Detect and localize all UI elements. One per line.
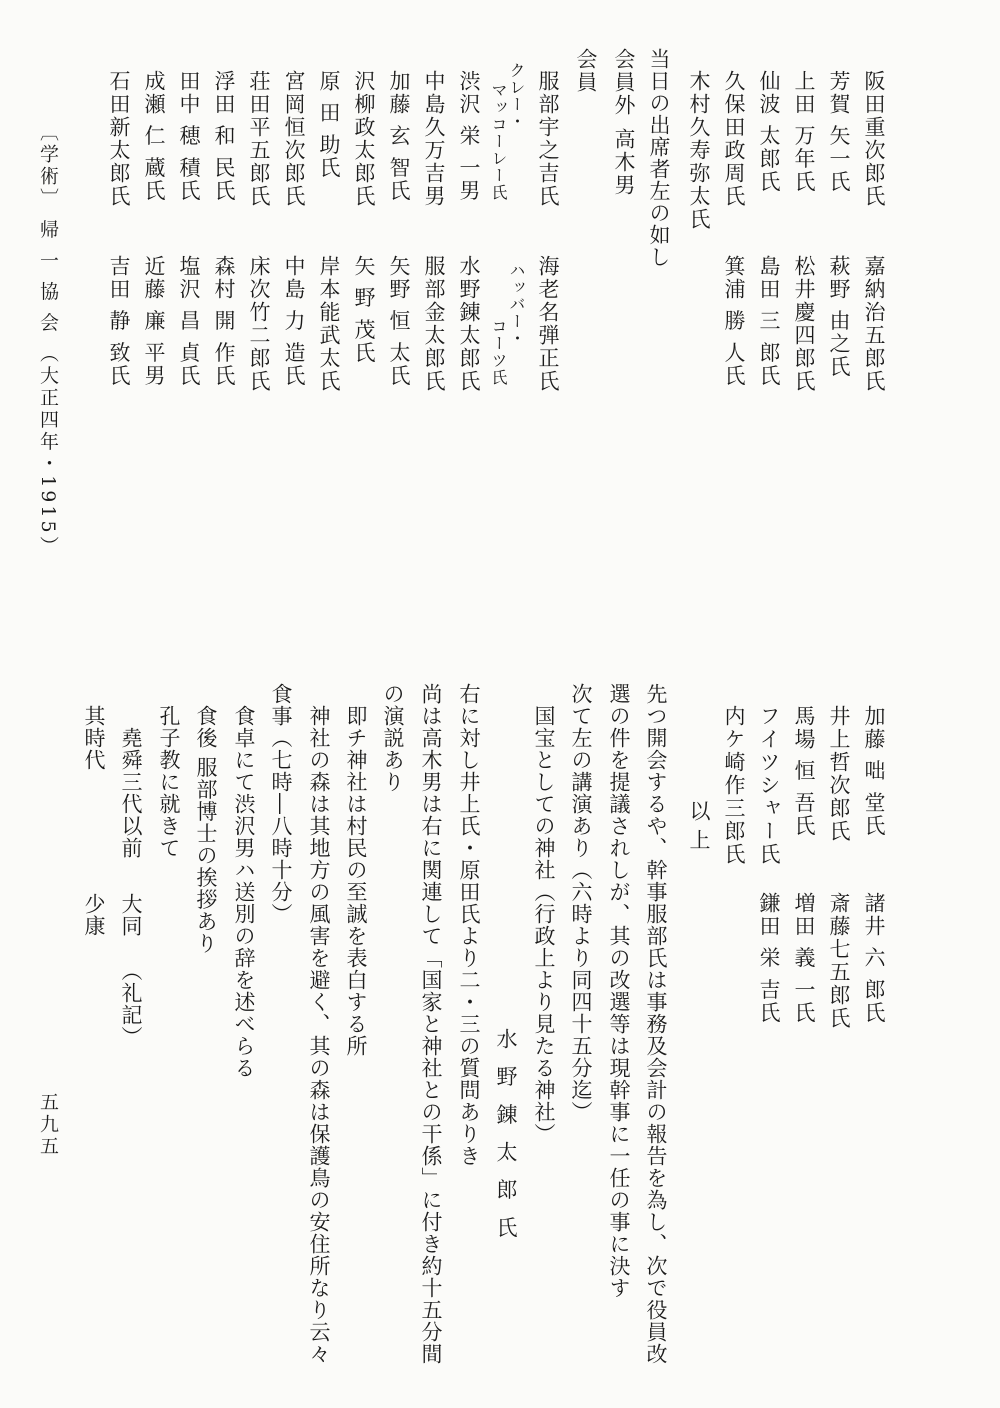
upper-col-10a: 服部宇之吉氏 — [536, 70, 560, 208]
lower-col-19: 孔子教に就きて — [157, 705, 181, 859]
upper-col-16b: 岸本能武太氏 — [317, 255, 341, 393]
lower-col-9: 次て左の講演あり（六時より同四十五分迄） — [569, 683, 593, 1123]
upper-col-21a: 成瀬 仁 蔵氏 — [142, 70, 166, 203]
upper-col-19b: 森村 開 作氏 — [212, 255, 236, 388]
upper-col-11b2: コーツ氏 — [489, 318, 508, 386]
upper-col-8a: 会員外 — [612, 48, 636, 117]
upper-col-14b: 矢野 恒 太氏 — [387, 255, 411, 388]
lower-col-15: 神社の森は其地方の風害を避く、其の森は保護鳥の安住所なり云々 — [307, 705, 331, 1365]
lower-col-4a: フイツシャー氏 — [757, 705, 781, 866]
upper-col-16a: 原 田 助氏 — [317, 70, 341, 180]
upper-col-8b: 高木男 — [612, 128, 636, 197]
lower-col-3b: 増田 義 一氏 — [792, 892, 816, 1025]
upper-col-12b: 水野錬太郎氏 — [457, 255, 481, 393]
upper-col-18b: 床次竹二郎氏 — [247, 255, 271, 393]
upper-col-18a: 荘田平五郎氏 — [247, 70, 271, 208]
lower-col-17: 食卓にて渋沢男ハ送別の辞を述べらる — [232, 705, 256, 1079]
upper-col-5a: 久保田政周氏 — [722, 70, 746, 208]
lower-col-1b: 諸井 六 郎氏 — [862, 892, 886, 1025]
lower-col-11: 右に対し井上氏・原田氏より二・三の質問ありき — [457, 683, 481, 1167]
lower-col-2a: 井上哲次郎氏 — [827, 705, 851, 843]
lower-col-20b: 大同 — [119, 893, 143, 937]
upper-col-15b: 矢 野 茂氏 — [352, 255, 376, 365]
upper-col-11a2: マッコーレー氏 — [489, 82, 508, 201]
running-header: 〔学術〕 帰 一 協 会 （大正四年・1915） — [37, 122, 59, 558]
upper-col-4a: 仙波 太郎氏 — [757, 70, 781, 194]
lower-col-18: 食後 服部博士の挨拶あり — [194, 705, 218, 955]
upper-col-21b: 近藤 廉 平男 — [142, 255, 166, 388]
lower-col-1a: 加藤 咄 堂氏 — [862, 705, 886, 838]
upper-col-13a: 中島久万吉男 — [422, 70, 446, 208]
upper-col-10b: 海老名弾正氏 — [536, 255, 560, 393]
upper-col-6a: 木村久寿弥太氏 — [687, 70, 711, 231]
upper-col-11b1: ハッバー・ — [507, 262, 526, 347]
upper-col-14a: 加藤 玄 智氏 — [387, 70, 411, 203]
lower-col-4b: 鎌田 栄 吉氏 — [757, 892, 781, 1025]
lower-col-10b: 水 野 錬 太 郎 氏 — [494, 1028, 518, 1243]
lower-col-13: の演説あり — [381, 683, 405, 793]
upper-col-17a: 宮岡恒次郎氏 — [282, 70, 306, 208]
upper-col-1a: 阪田重次郎氏 — [862, 70, 886, 208]
upper-col-11a1: クレー・ — [507, 62, 526, 130]
upper-col-22b: 吉田 静 致氏 — [107, 255, 131, 388]
upper-col-9: 会員 — [574, 48, 598, 94]
upper-col-22a: 石田新太郎氏 — [107, 70, 131, 208]
lower-col-20c: （礼記） — [119, 960, 143, 1048]
upper-col-1b: 嘉納治五郎氏 — [862, 255, 886, 393]
lower-col-6: 以上 — [687, 800, 711, 858]
lower-col-21a: 其時代 — [82, 705, 106, 771]
lower-col-14: 即チ神社は村民の至誠を表白する所 — [344, 705, 368, 1057]
lower-col-12: 尚は高木男は右に関連して「国家と神社との干係」に付き約十五分間 — [419, 683, 443, 1365]
upper-col-20b: 塩沢 昌 貞氏 — [177, 255, 201, 388]
upper-col-3b: 松井慶四郎氏 — [792, 255, 816, 393]
upper-col-15a: 沢柳政太郎氏 — [352, 70, 376, 208]
lower-col-7: 先つ開会するや、幹事服部氏は事務及会計の報告を為し、次で役員改 — [644, 683, 668, 1365]
lower-col-3a: 馬場 恒 吾氏 — [792, 705, 816, 838]
upper-col-17b: 中島 力 造氏 — [282, 255, 306, 388]
upper-col-2b: 萩野 由之氏 — [827, 255, 851, 379]
upper-col-3a: 上田 万年氏 — [792, 70, 816, 194]
lower-col-21b: 少康 — [82, 893, 106, 937]
lower-col-2b: 斎藤七五郎氏 — [827, 892, 851, 1030]
upper-col-12a: 渋沢 栄 一男 — [457, 70, 481, 203]
lower-col-5: 内ケ崎作三郎氏 — [722, 705, 746, 866]
upper-col-19a: 浮田 和 民氏 — [212, 70, 236, 203]
lower-col-8: 選の件を提議されしが、其の改選等は現幹事に一任の事に決す — [607, 683, 631, 1299]
lower-col-16: 食事（七時―八時十分） — [269, 683, 293, 925]
page-number: 五九五 — [37, 1092, 59, 1158]
upper-col-13b: 服部金太郎氏 — [422, 255, 446, 393]
upper-col-5b: 箕浦 勝 人氏 — [722, 255, 746, 388]
upper-col-2a: 芳賀 矢一氏 — [827, 70, 851, 194]
upper-col-20a: 田中 穂 積氏 — [177, 70, 201, 203]
lower-col-20a: 堯舜三代以前 — [119, 727, 143, 859]
upper-col-4b: 島田 三 郎氏 — [757, 255, 781, 388]
upper-col-7: 当日の出席者左の如し — [647, 48, 671, 268]
lower-col-10a: 国宝としての神社（行政上より見たる神社） — [532, 705, 556, 1145]
